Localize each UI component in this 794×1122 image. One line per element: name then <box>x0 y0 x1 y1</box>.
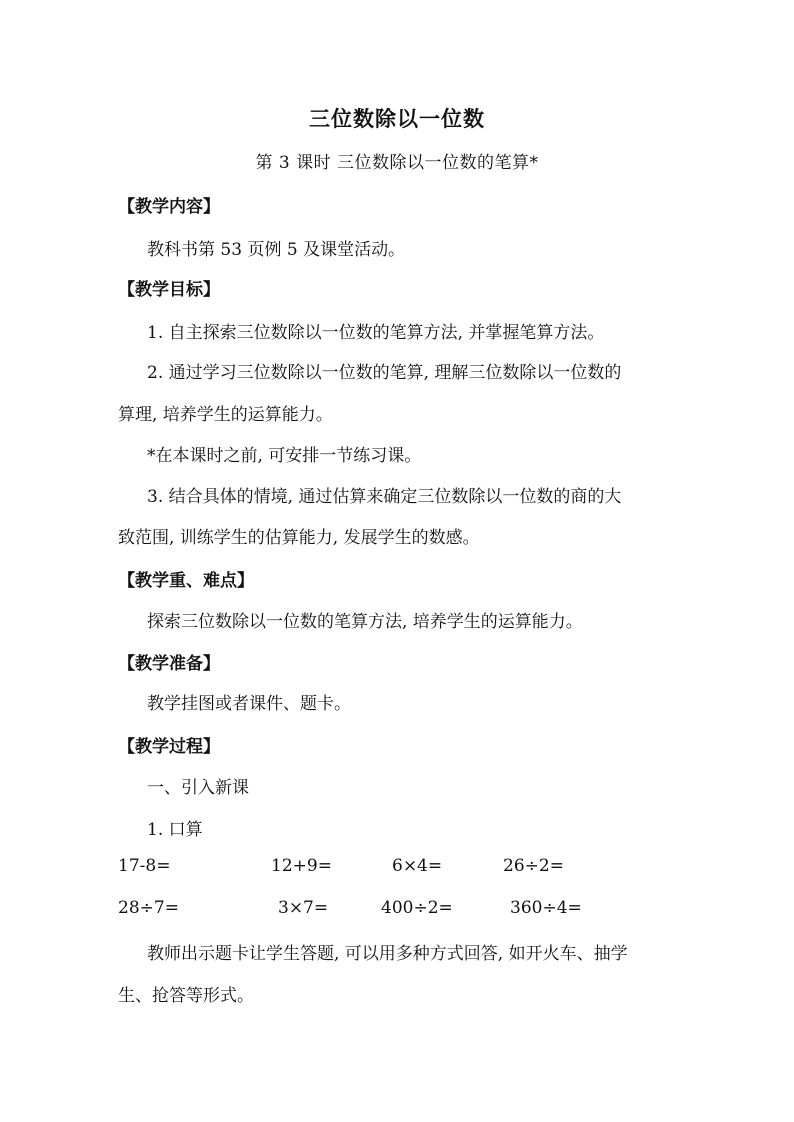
goal-item-3-line-2: 致范围, 训练学生的估算能力, 发展学生的数感。 <box>118 528 480 548</box>
document-title: 三位数除以一位数 <box>309 106 485 131</box>
section-heading-process: 【教学过程】 <box>118 737 220 757</box>
content-text: 教科书第 53 页例 5 及课堂活动。 <box>147 240 406 260</box>
goal-item-2-line-1: 2. 通过学习三位数除以一位数的笔算, 理解三位数除以一位数的 <box>147 363 622 383</box>
section-heading-goals: 【教学目标】 <box>118 280 220 300</box>
math-problem: 17-8= <box>118 856 171 876</box>
math-problem: 6×4= <box>392 856 443 876</box>
goal-footnote: *在本课时之前, 可安排一节练习课。 <box>147 446 422 466</box>
math-problem: 3×7= <box>278 898 329 918</box>
section-heading-key-points: 【教学重、难点】 <box>118 571 254 591</box>
process-note-line-2: 生、抢答等形式。 <box>118 986 254 1006</box>
process-sub-1: 1. 口算 <box>147 820 203 840</box>
process-note-line-1: 教师出示题卡让学生答题, 可以用多种方式回答, 如开火车、抽学 <box>147 944 628 964</box>
process-step-1: 一、引入新课 <box>147 778 249 798</box>
goal-item-1: 1. 自主探索三位数除以一位数的笔算方法, 并掌握笔算方法。 <box>147 323 605 343</box>
goal-item-2-line-2: 算理, 培养学生的运算能力。 <box>118 405 333 425</box>
section-heading-preparation: 【教学准备】 <box>118 654 220 674</box>
key-points-text: 探索三位数除以一位数的笔算方法, 培养学生的运算能力。 <box>147 612 583 632</box>
preparation-text: 教学挂图或者课件、题卡。 <box>147 694 351 714</box>
math-problem: 12+9= <box>271 856 332 876</box>
math-problem: 400÷2= <box>381 898 453 918</box>
math-problem: 360÷4= <box>510 898 582 918</box>
math-problem: 26÷2= <box>503 856 564 876</box>
lesson-subtitle: 第 3 课时 三位数除以一位数的笔算* <box>255 153 539 173</box>
math-problem: 28÷7= <box>118 898 179 918</box>
section-heading-content: 【教学内容】 <box>118 197 220 217</box>
goal-item-3-line-1: 3. 结合具体的情境, 通过估算来确定三位数除以一位数的商的大 <box>147 487 622 507</box>
